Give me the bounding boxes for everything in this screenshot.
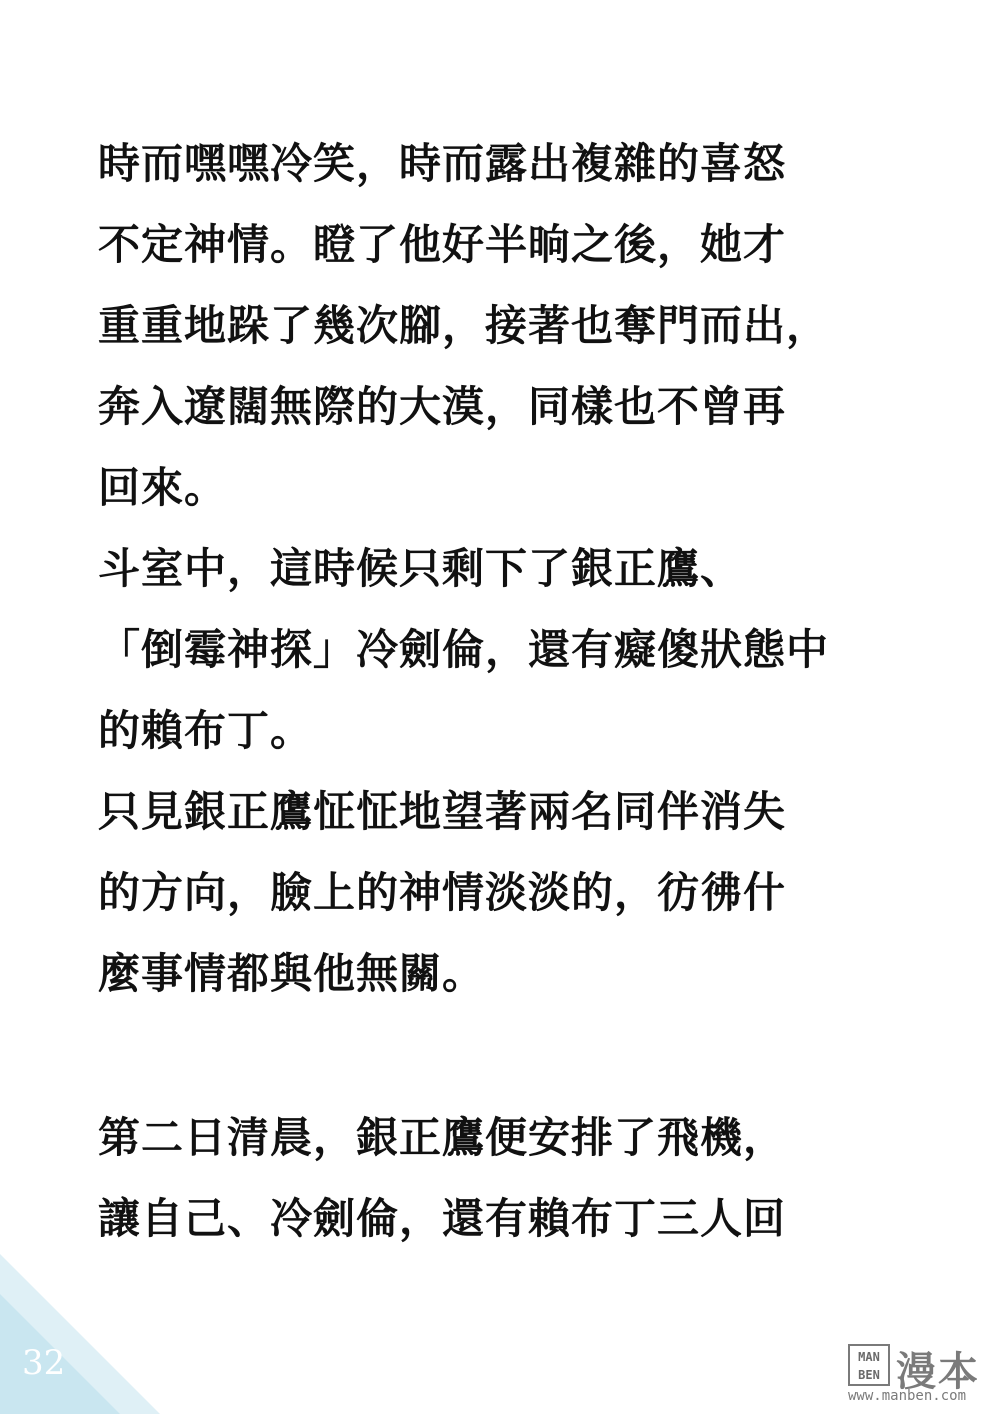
watermark bbox=[848, 1344, 990, 1408]
watermark-title: 漫本 bbox=[896, 1349, 980, 1395]
body-line: 奔入遼闊無際的大漠，同樣也不曾再 bbox=[98, 382, 787, 431]
body-line: 的賴布丁。 bbox=[98, 706, 314, 755]
page-number: 32 bbox=[22, 1343, 66, 1383]
body-line: 讓自己、冷劍倫，還有賴布丁三人回 bbox=[98, 1194, 787, 1243]
watermark-logo-bottom: BEN bbox=[858, 1368, 880, 1382]
watermark-url: www.manben.com bbox=[848, 1388, 967, 1404]
body-line: 不定神情。瞪了他好半晌之後，她才 bbox=[98, 220, 787, 269]
corner-decoration bbox=[0, 1254, 160, 1414]
body-line: 時而嘿嘿冷笑，時而露出複雜的喜怒 bbox=[98, 139, 787, 188]
body-line: 重重地跺了幾次腳，接著也奪門而出， bbox=[98, 301, 830, 350]
body-line: 麼事情都與他無關。 bbox=[98, 949, 486, 998]
body-line: 「倒霉神探」冷劍倫，還有癡傻狀態中 bbox=[98, 625, 830, 674]
body-line: 的方向，臉上的神情淡淡的，彷彿什 bbox=[98, 868, 787, 917]
body-line: 回來。 bbox=[98, 463, 228, 512]
body-line: 只見銀正鷹怔怔地望著兩名同伴消失 bbox=[98, 787, 787, 836]
watermark-logo-top: MAN bbox=[858, 1350, 880, 1364]
watermark-logo-icon bbox=[848, 1344, 890, 1386]
body-line: 斗室中，這時候只剩下了銀正鷹、 bbox=[98, 544, 744, 593]
body-line: 第二日清晨，銀正鷹便安排了飛機， bbox=[98, 1113, 787, 1162]
